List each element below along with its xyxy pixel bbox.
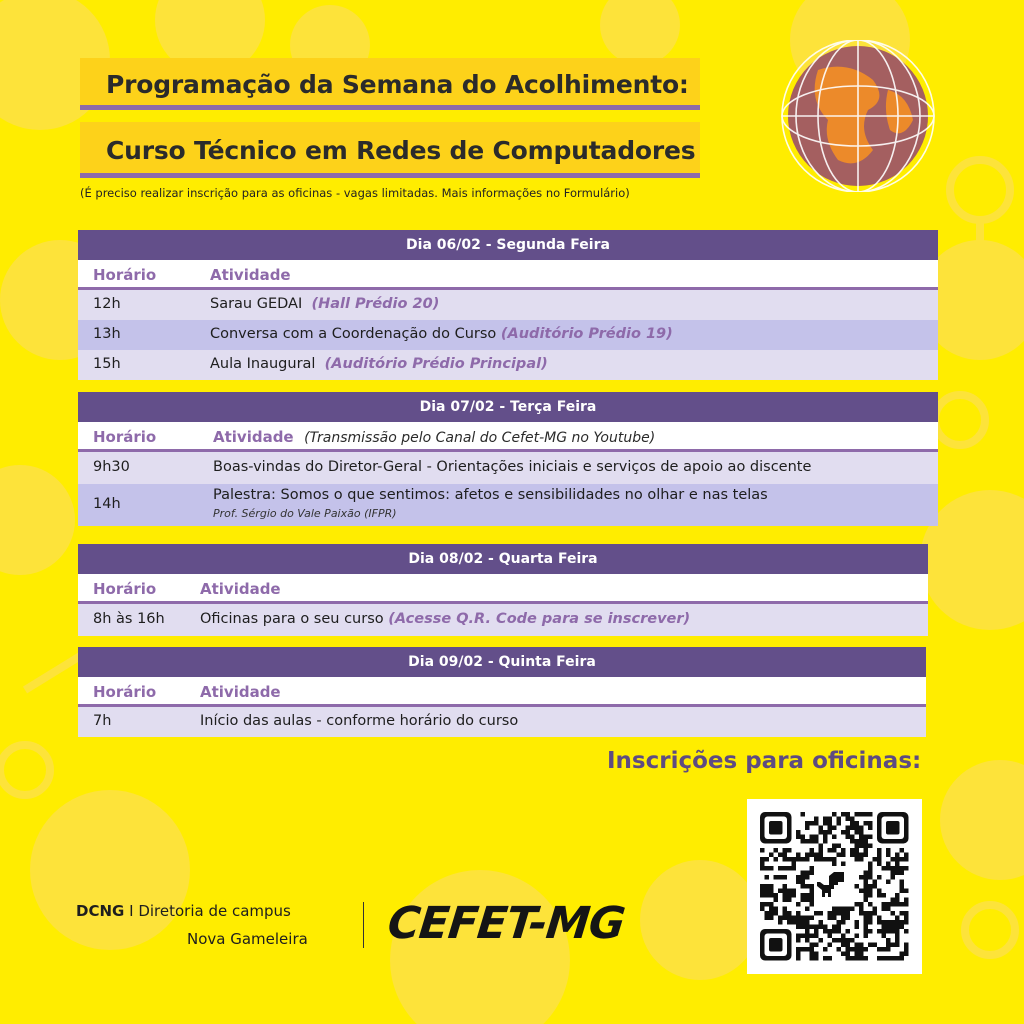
day-section-4 (78, 647, 926, 737)
cefet-logo: CEFET-MG (385, 898, 627, 949)
row-time: 14h (93, 496, 121, 512)
row-time: 7h (93, 713, 112, 729)
table-row (78, 290, 938, 320)
row-activity: Palestra: Somos o que sentimos: afetos e sensibilidades no olhar e nas telas (213, 487, 768, 503)
activity-text: Conversa com a Coordenação do Curso (210, 326, 497, 342)
qr-code-icon[interactable] (747, 799, 922, 974)
day-header: Dia 09/02 - Quinta Feira (78, 647, 926, 677)
dinosaur-icon (817, 872, 844, 897)
row-time: 8h às 16h (93, 611, 165, 627)
column-time: Horário (93, 266, 157, 284)
row-activity: Boas-vindas do Diretor-Geral - Orientações iniciais e serviços de apoio ao discente (213, 459, 812, 475)
title-stripe (80, 173, 700, 178)
row-activity (210, 296, 439, 312)
day-section-3 (78, 544, 928, 636)
row-activity (210, 326, 673, 342)
column-time: Horário (93, 683, 157, 701)
table-row (78, 350, 938, 380)
qr-finder-pattern (760, 812, 792, 844)
day-header: Dia 08/02 - Quarta Feira (78, 544, 928, 574)
activity-location: (Auditório Prédio Principal) (324, 356, 548, 372)
title-bar-1 (80, 58, 700, 110)
globe-icon (778, 40, 942, 192)
dept-name: Diretoria de campus (138, 902, 291, 920)
qr-finder-pattern (760, 929, 792, 961)
qr-code-box[interactable] (747, 799, 922, 974)
row-time: 15h (93, 356, 121, 372)
table-row (78, 484, 938, 526)
column-activity: Atividade (200, 580, 281, 598)
table-row (78, 320, 938, 350)
activity-location: (Acesse Q.R. Code para se inscrever) (388, 611, 691, 627)
row-activity: Início das aulas - conforme horário do curso (200, 713, 519, 729)
row-activity (200, 611, 690, 627)
dept-separator: I (129, 902, 134, 920)
column-time: Horário (93, 580, 157, 598)
column-header (78, 422, 938, 452)
column-activity: Atividade (210, 266, 291, 284)
title-stripe (80, 105, 700, 110)
row-time: 13h (93, 326, 121, 342)
page-title: Programação da Semana do Acolhimento: (106, 69, 689, 99)
activity-heading: Atividade (213, 428, 294, 446)
registration-heading: Inscrições para oficinas: (607, 748, 922, 774)
activity-text: Oficinas para o seu curso (200, 611, 384, 627)
column-time: Horário (93, 428, 157, 446)
column-activity (213, 428, 655, 446)
column-header (78, 574, 928, 604)
dept-line-2: Nova Gameleira (187, 930, 308, 948)
row-time: 12h (93, 296, 121, 312)
row-activity (210, 356, 548, 372)
speaker-name: Prof. Sérgio do Vale Paixão (IFPR) (213, 507, 397, 520)
activity-text: Sarau GEDAI (210, 296, 303, 312)
column-header (78, 260, 938, 290)
day-header: Dia 06/02 - Segunda Feira (78, 230, 938, 260)
activity-location: (Hall Prédio 20) (311, 296, 440, 312)
day-section-1 (78, 230, 938, 380)
activity-location: (Auditório Prédio 19) (500, 326, 673, 342)
footer-divider (363, 902, 364, 948)
day-header: Dia 07/02 - Terça Feira (78, 392, 938, 422)
column-activity: Atividade (200, 683, 281, 701)
table-row (78, 604, 928, 636)
qr-finder-pattern (877, 812, 909, 844)
registration-note: (É preciso realizar inscrição para as oficinas - vagas limitadas. Mais informações no Formulário) (80, 186, 630, 200)
course-title: Curso Técnico em Redes de Computadores (106, 135, 696, 165)
title-bar-2 (80, 122, 700, 178)
stream-note: (Transmissão pelo Canal do Cefet-MG no Youtube) (304, 430, 656, 446)
row-time: 9h30 (93, 459, 130, 475)
activity-text: Aula Inaugural (210, 356, 316, 372)
dept-line-1 (76, 902, 291, 920)
table-row (78, 452, 938, 484)
column-header (78, 677, 926, 707)
table-row (78, 707, 926, 737)
dept-code: DCNG (76, 902, 125, 920)
day-section-2 (78, 392, 938, 526)
